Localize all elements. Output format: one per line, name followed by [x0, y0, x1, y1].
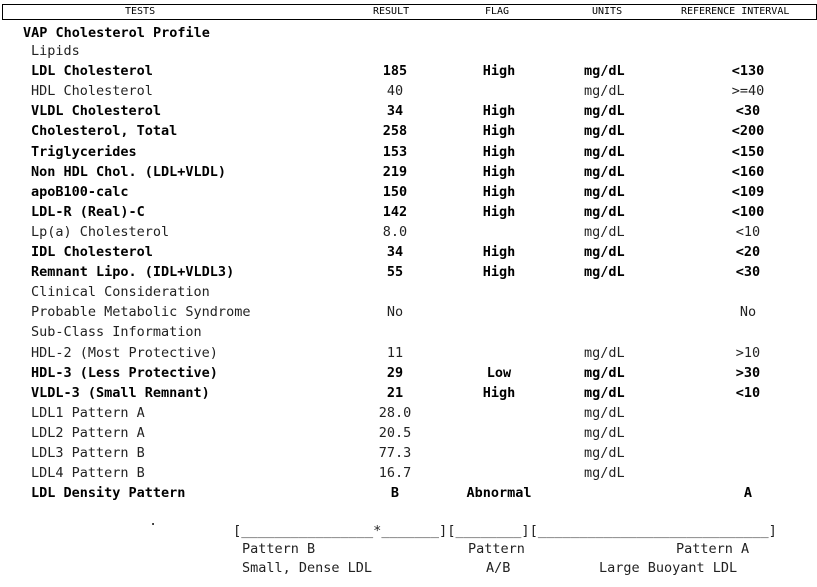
units-value: mg/dL — [584, 404, 625, 421]
units-value: mg/dL — [584, 445, 625, 461]
reference-interval: >10 — [735, 344, 761, 361]
table-row — [0, 81, 817, 101]
result-value: 34 — [386, 244, 404, 260]
flag-value: Abnormal — [466, 485, 532, 502]
table-row — [0, 162, 817, 182]
test-name: HDL-2 (Most Protective) — [31, 344, 218, 361]
flag-value: High — [482, 264, 516, 281]
test-name: HDL-3 (Less Protective) — [31, 364, 218, 381]
table-row — [0, 302, 817, 322]
table-row — [0, 182, 817, 202]
result-value: 77.3 — [378, 445, 412, 461]
column-header — [2, 4, 817, 20]
reference-interval: <30 — [735, 103, 761, 120]
units-value: mg/dL — [584, 344, 625, 361]
table-row — [0, 262, 817, 282]
section-heading — [0, 41, 817, 61]
units-value: mg/dL — [584, 384, 625, 401]
units-value: mg/dL — [584, 223, 625, 240]
scale-dot: . — [149, 513, 158, 529]
table-row — [0, 242, 817, 262]
units-value: mg/dL — [584, 123, 625, 140]
ldl-pattern-scale — [0, 513, 817, 587]
result-value: 28.0 — [378, 404, 412, 421]
reference-interval: <130 — [731, 63, 765, 80]
test-name: Remnant Lipo. (IDL+VLDL3) — [31, 264, 235, 281]
result-value: 34 — [386, 103, 404, 120]
test-name: HDL Cholesterol — [31, 83, 153, 100]
test-name: LDL-R (Real)-C — [31, 203, 145, 220]
test-name: LDL2 Pattern A — [31, 424, 145, 441]
units-value: mg/dL — [584, 264, 625, 281]
units-value: mg/dL — [584, 103, 625, 120]
test-name: Sub-Class Information — [31, 324, 202, 341]
units-value: mg/dL — [584, 83, 625, 100]
units-value: mg/dL — [584, 244, 625, 260]
flag-value: High — [482, 143, 516, 160]
pattern-a-label: Pattern A — [676, 541, 750, 557]
test-name: Lipids — [31, 43, 80, 59]
result-value: 21 — [386, 384, 404, 401]
units-value: mg/dL — [584, 63, 625, 80]
table-row — [0, 483, 817, 503]
table-row — [0, 403, 817, 423]
table-row — [0, 443, 817, 463]
reference-interval: <30 — [735, 264, 761, 281]
result-value: 40 — [386, 83, 404, 100]
test-name: LDL Density Pattern — [31, 485, 186, 502]
test-name: LDL1 Pattern A — [31, 404, 145, 421]
result-value: 153 — [382, 143, 408, 160]
test-name: Cholesterol, Total — [31, 123, 178, 140]
scale-bar: [________________*_______][________][____________________________] — [233, 523, 777, 539]
reference-interval: No — [739, 304, 757, 321]
result-value: 16.7 — [378, 465, 412, 482]
result-value: B — [390, 485, 400, 502]
units-value: mg/dL — [584, 163, 625, 180]
test-name: Non HDL Chol. (LDL+VLDL) — [31, 163, 227, 180]
result-value: 150 — [382, 183, 408, 200]
flag-value: High — [482, 103, 516, 120]
table-row — [0, 423, 817, 443]
flag-value: High — [482, 183, 516, 200]
result-value: 219 — [382, 163, 408, 180]
result-value: 258 — [382, 123, 408, 140]
test-name: LDL3 Pattern B — [31, 445, 145, 461]
pattern-a-description: Large Buoyant LDL — [599, 560, 738, 576]
test-name: LDL4 Pattern B — [31, 465, 145, 482]
result-value: 20.5 — [378, 424, 412, 441]
reference-interval: <10 — [735, 223, 761, 240]
header-tests: TESTS — [125, 6, 156, 17]
reference-interval: A — [743, 485, 753, 502]
flag-value: High — [482, 384, 516, 401]
flag-value: High — [482, 123, 516, 140]
units-value: mg/dL — [584, 465, 625, 482]
test-name: IDL Cholesterol — [31, 244, 153, 260]
reference-interval: <160 — [731, 163, 765, 180]
header-reference-interval: REFERENCE INTERVAL — [681, 6, 790, 17]
result-value: 55 — [386, 264, 404, 281]
pattern-b-label: Pattern B — [242, 541, 316, 557]
section-heading — [0, 322, 817, 342]
flag-value: High — [482, 63, 516, 80]
table-row — [0, 463, 817, 483]
header-flag: FLAG — [485, 6, 510, 17]
reference-interval: <10 — [735, 384, 761, 401]
reference-interval: <150 — [731, 143, 765, 160]
table-row — [0, 343, 817, 363]
table-row — [0, 222, 817, 242]
test-name: apoB100-calc — [31, 183, 129, 200]
flag-value: High — [482, 244, 516, 260]
pattern-ab-label: Pattern — [468, 541, 525, 557]
reference-interval: <100 — [731, 203, 765, 220]
reference-interval: <109 — [731, 183, 765, 200]
reference-interval: >30 — [735, 364, 761, 381]
panel-title: VAP Cholesterol Profile — [23, 25, 210, 41]
reference-interval: <20 — [735, 244, 761, 260]
test-name: VLDL-3 (Small Remnant) — [31, 384, 210, 401]
units-value: mg/dL — [584, 183, 625, 200]
flag-value: High — [482, 203, 516, 220]
result-value: 8.0 — [382, 223, 408, 240]
header-result: RESULT — [373, 6, 410, 17]
test-name: VLDL Cholesterol — [31, 103, 162, 120]
units-value: mg/dL — [584, 424, 625, 441]
header-units: UNITS — [592, 6, 623, 17]
units-value: mg/dL — [584, 143, 625, 160]
table-row — [0, 363, 817, 383]
pattern-ab-description: A/B — [486, 560, 511, 576]
result-value: 185 — [382, 63, 408, 80]
test-name: Triglycerides — [31, 143, 137, 160]
test-name: Lp(a) Cholesterol — [31, 223, 170, 240]
flag-value: High — [482, 163, 516, 180]
pattern-b-description: Small, Dense LDL — [242, 560, 373, 576]
table-row — [0, 101, 817, 121]
table-row — [0, 61, 817, 81]
result-value: 142 — [382, 203, 408, 220]
test-name: LDL Cholesterol — [31, 63, 153, 80]
flag-value: Low — [486, 364, 512, 381]
test-name: Probable Metabolic Syndrome — [31, 304, 251, 321]
reference-interval: <200 — [731, 123, 765, 140]
result-value: 29 — [386, 364, 404, 381]
section-heading — [0, 282, 817, 302]
table-row — [0, 121, 817, 141]
reference-interval: >=40 — [731, 83, 765, 100]
result-value: No — [386, 304, 404, 321]
table-row — [0, 142, 817, 162]
units-value: mg/dL — [584, 364, 625, 381]
result-value: 11 — [386, 344, 404, 361]
table-row — [0, 383, 817, 403]
table-row — [0, 202, 817, 222]
test-name: Clinical Consideration — [31, 284, 210, 301]
units-value: mg/dL — [584, 203, 625, 220]
